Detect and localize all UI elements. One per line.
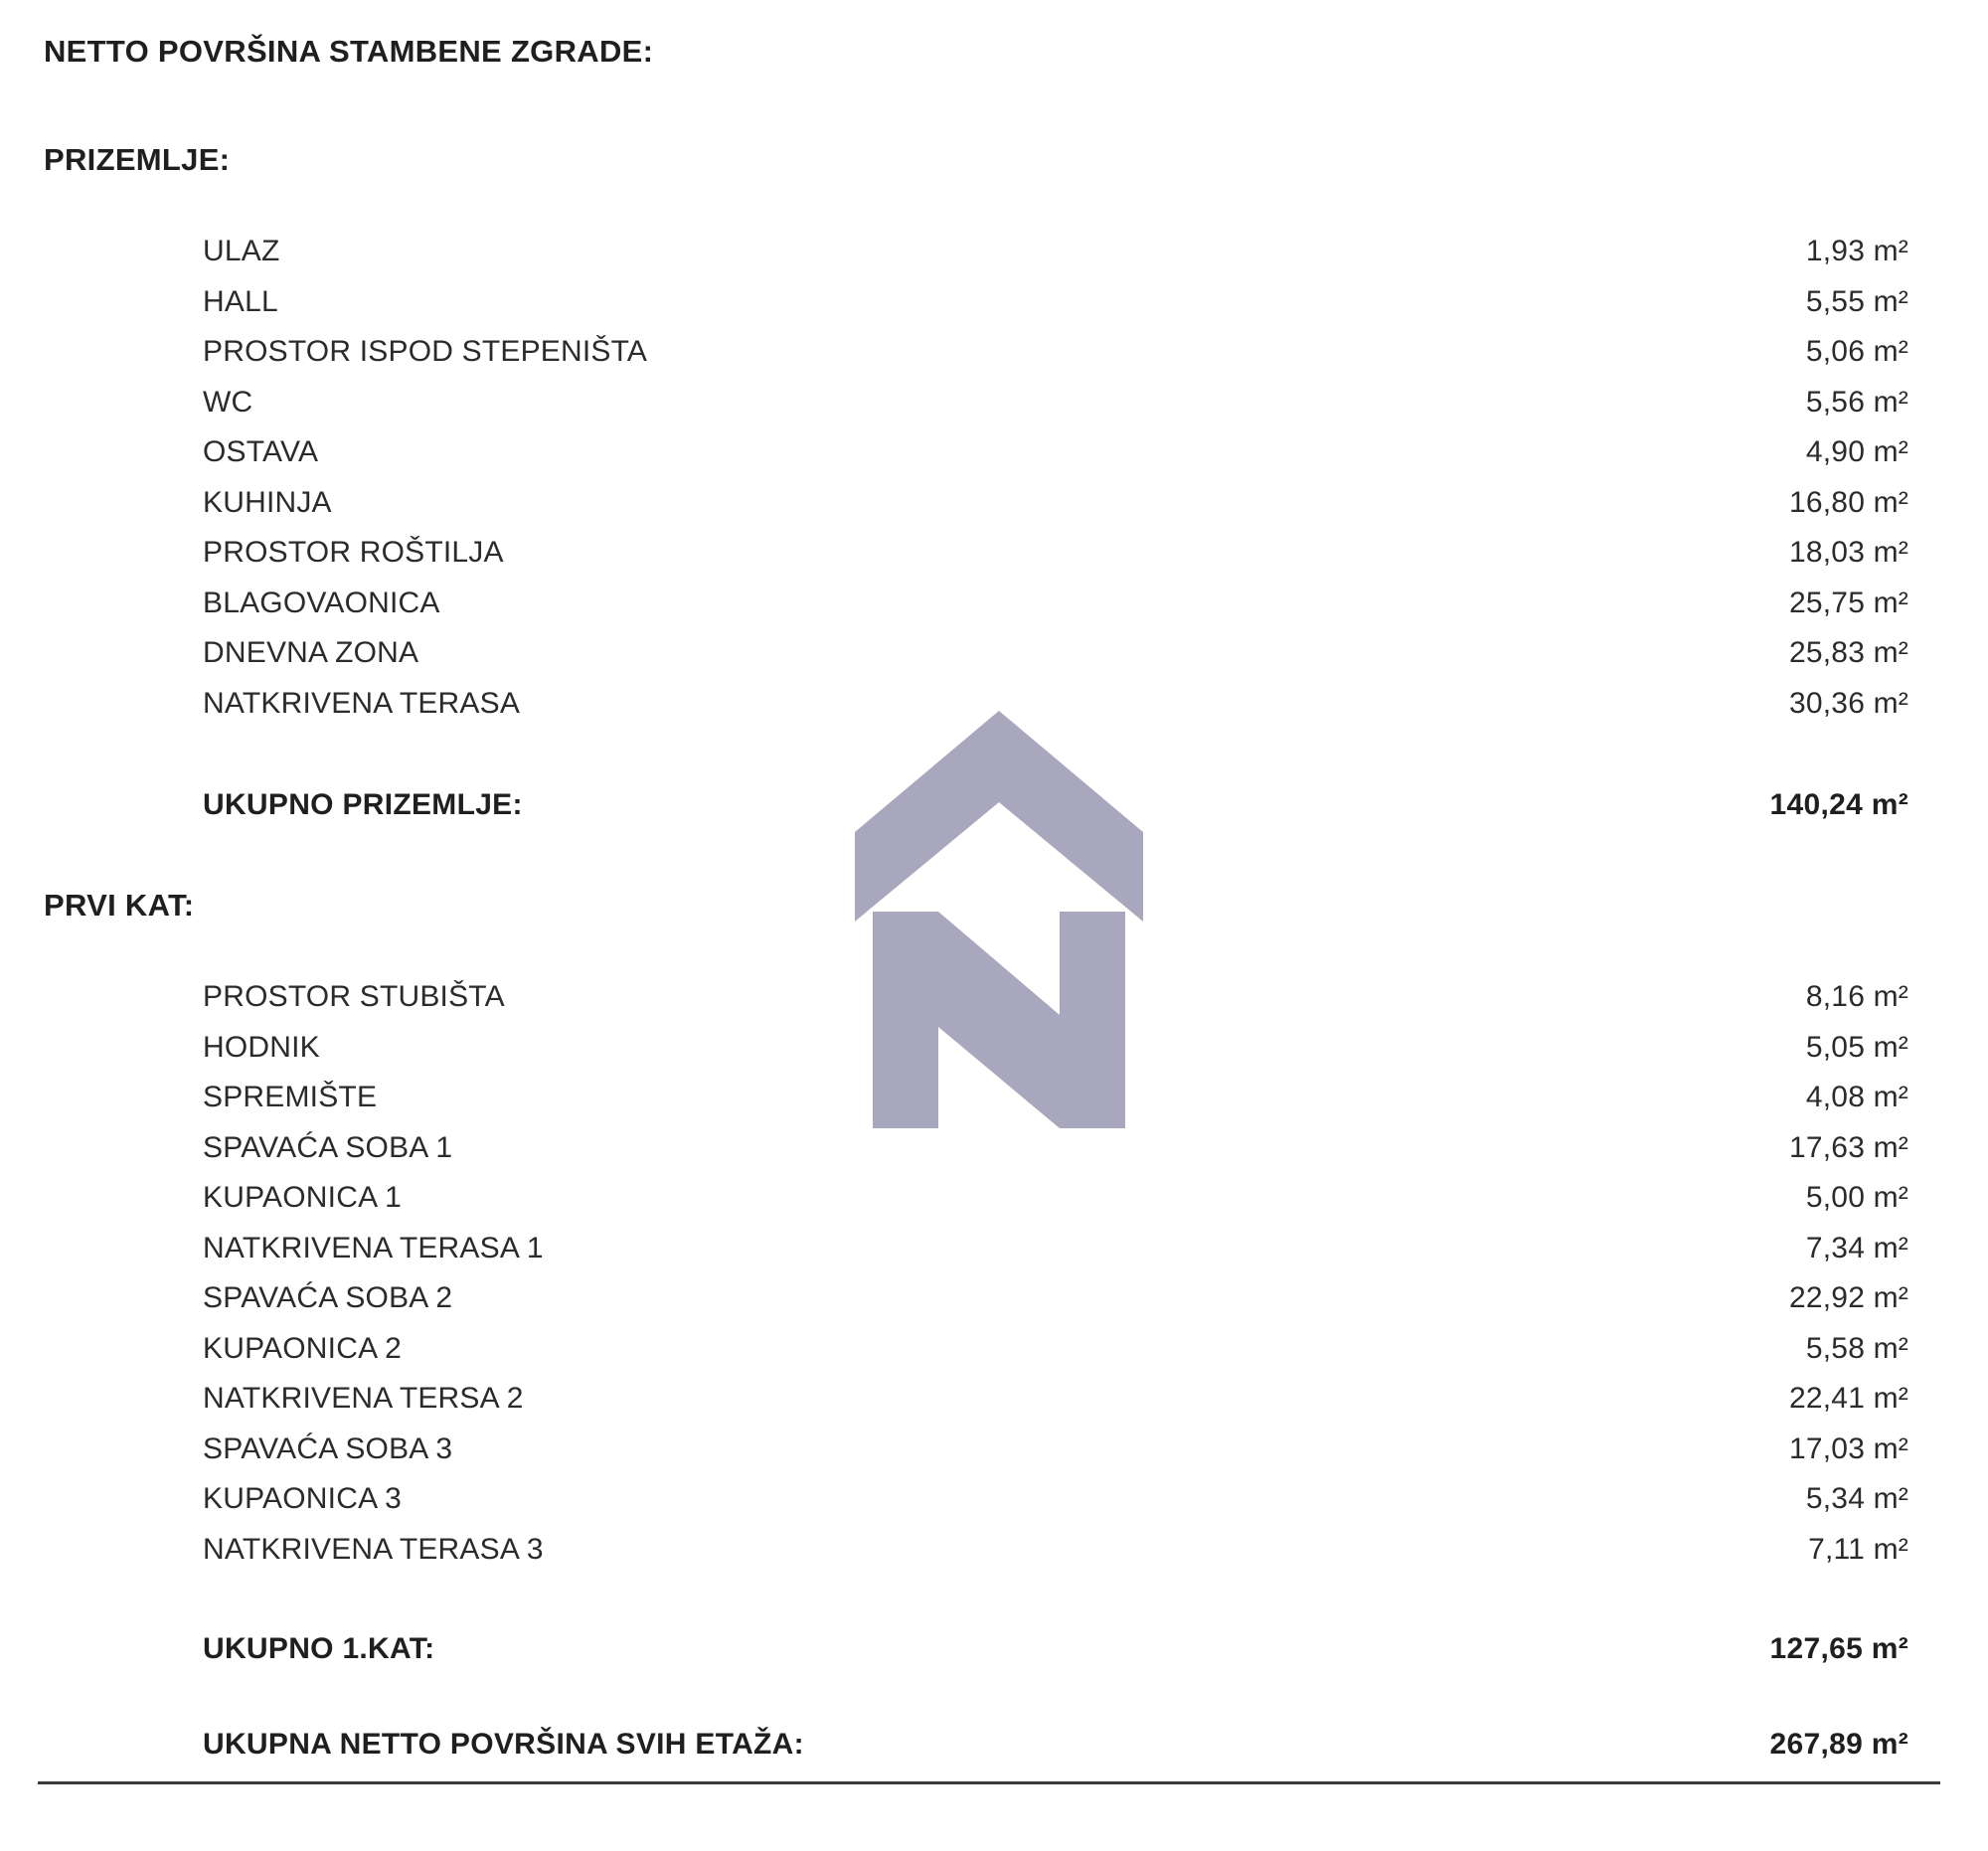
- room-label: ULAZ: [203, 235, 280, 267]
- room-area: 5,34 m²: [1805, 1482, 1908, 1515]
- room-label: NATKRIVENA TERSA 2: [203, 1382, 524, 1415]
- list-item: [203, 1073, 1928, 1123]
- list-item: [203, 1173, 1928, 1224]
- room-area: 5,05 m²: [1805, 1030, 1908, 1064]
- room-label: PROSTOR ROŠTILJA: [203, 536, 504, 569]
- total-label: UKUPNO PRIZEMLJE:: [203, 788, 523, 821]
- room-area: 18,03 m²: [1789, 536, 1908, 569]
- list-item: [203, 628, 1928, 679]
- room-label: KUPAONICA 1: [203, 1181, 403, 1214]
- list-item: [203, 327, 1928, 378]
- list-item: [203, 1123, 1928, 1174]
- list-item: [203, 528, 1928, 579]
- room-area: 8,16 m²: [1805, 980, 1908, 1013]
- room-label: SPAVAĆA SOBA 3: [203, 1431, 453, 1465]
- page-title: NETTO POVRŠINA STAMBENE ZGRADE:: [44, 34, 654, 69]
- room-area: 4,90 m²: [1805, 435, 1908, 468]
- room-label: DNEVNA ZONA: [203, 636, 419, 669]
- list-item: [203, 277, 1928, 328]
- room-area: 25,83 m²: [1789, 636, 1908, 669]
- room-label: NATKRIVENA TERASA 3: [203, 1532, 544, 1566]
- section-heading-prizemlje: PRIZEMLJE:: [44, 142, 231, 177]
- room-label: HALL: [203, 284, 278, 318]
- room-area: 5,56 m²: [1805, 385, 1908, 419]
- room-area: 7,34 m²: [1805, 1231, 1908, 1264]
- grand-total-value: 267,89 m²: [1769, 1728, 1908, 1761]
- room-area: 4,08 m²: [1805, 1081, 1908, 1113]
- room-label: KUPAONICA 2: [203, 1331, 403, 1365]
- list-item: [203, 227, 1928, 277]
- room-label: OSTAVA: [203, 435, 319, 468]
- room-area: 5,58 m²: [1805, 1331, 1908, 1365]
- list-item: [203, 1023, 1928, 1074]
- list-item: [203, 1425, 1928, 1475]
- room-label: NATKRIVENA TERASA 1: [203, 1231, 544, 1264]
- room-area: 22,92 m²: [1789, 1281, 1908, 1314]
- area-list-prizemlje: [203, 227, 1928, 729]
- room-area: 5,55 m²: [1805, 284, 1908, 318]
- list-item: [203, 1324, 1928, 1375]
- list-item: [203, 1474, 1928, 1525]
- room-label: SPREMIŠTE: [203, 1081, 378, 1113]
- list-item: [203, 427, 1928, 478]
- list-item: [203, 478, 1928, 529]
- area-list-prvi-kat: [203, 972, 1928, 1575]
- room-label: PROSTOR STUBIŠTA: [203, 980, 505, 1013]
- room-area: 17,03 m²: [1789, 1431, 1908, 1465]
- room-label: HODNIK: [203, 1030, 320, 1064]
- list-item: [203, 1224, 1928, 1274]
- room-area: 25,75 m²: [1789, 586, 1908, 619]
- list-item: [203, 579, 1928, 629]
- list-item: [203, 972, 1928, 1023]
- total-label: UKUPNO 1.KAT:: [203, 1632, 435, 1665]
- room-area: 7,11 m²: [1808, 1532, 1908, 1566]
- document-content: [0, 34, 1988, 1775]
- total-value: 127,65 m²: [1769, 1632, 1908, 1665]
- room-label: NATKRIVENA TERASA: [203, 686, 521, 720]
- grand-total: [203, 1728, 1928, 1775]
- list-item: [203, 1374, 1928, 1425]
- total-prizemlje: [203, 788, 1928, 822]
- total-value: 140,24 m²: [1769, 788, 1908, 821]
- room-label: SPAVAĆA SOBA 1: [203, 1130, 453, 1164]
- room-label: PROSTOR ISPOD STEPENIŠTA: [203, 335, 648, 368]
- room-label: KUPAONICA 3: [203, 1482, 403, 1515]
- room-area: 22,41 m²: [1789, 1382, 1908, 1415]
- list-item: [203, 1525, 1928, 1576]
- room-label: KUHINJA: [203, 485, 332, 519]
- section-heading-prvi-kat: PRVI KAT:: [44, 888, 195, 923]
- list-item: [203, 679, 1928, 730]
- room-label: SPAVAĆA SOBA 2: [203, 1281, 453, 1314]
- total-prvi-kat: [203, 1632, 1928, 1666]
- room-area: 17,63 m²: [1789, 1130, 1908, 1164]
- room-area: 16,80 m²: [1789, 485, 1908, 519]
- room-area: 5,00 m²: [1805, 1181, 1908, 1214]
- list-item: [203, 1273, 1928, 1324]
- grand-total-label: UKUPNA NETTO POVRŠINA SVIH ETAŽA:: [203, 1728, 804, 1761]
- room-area: 5,06 m²: [1805, 335, 1908, 368]
- room-area: 30,36 m²: [1789, 686, 1908, 720]
- list-item: [203, 378, 1928, 428]
- room-area: 1,93 m²: [1805, 235, 1908, 267]
- bottom-divider: [38, 1781, 1940, 1784]
- room-label: BLAGOVAONICA: [203, 586, 440, 619]
- room-label: WC: [203, 385, 253, 419]
